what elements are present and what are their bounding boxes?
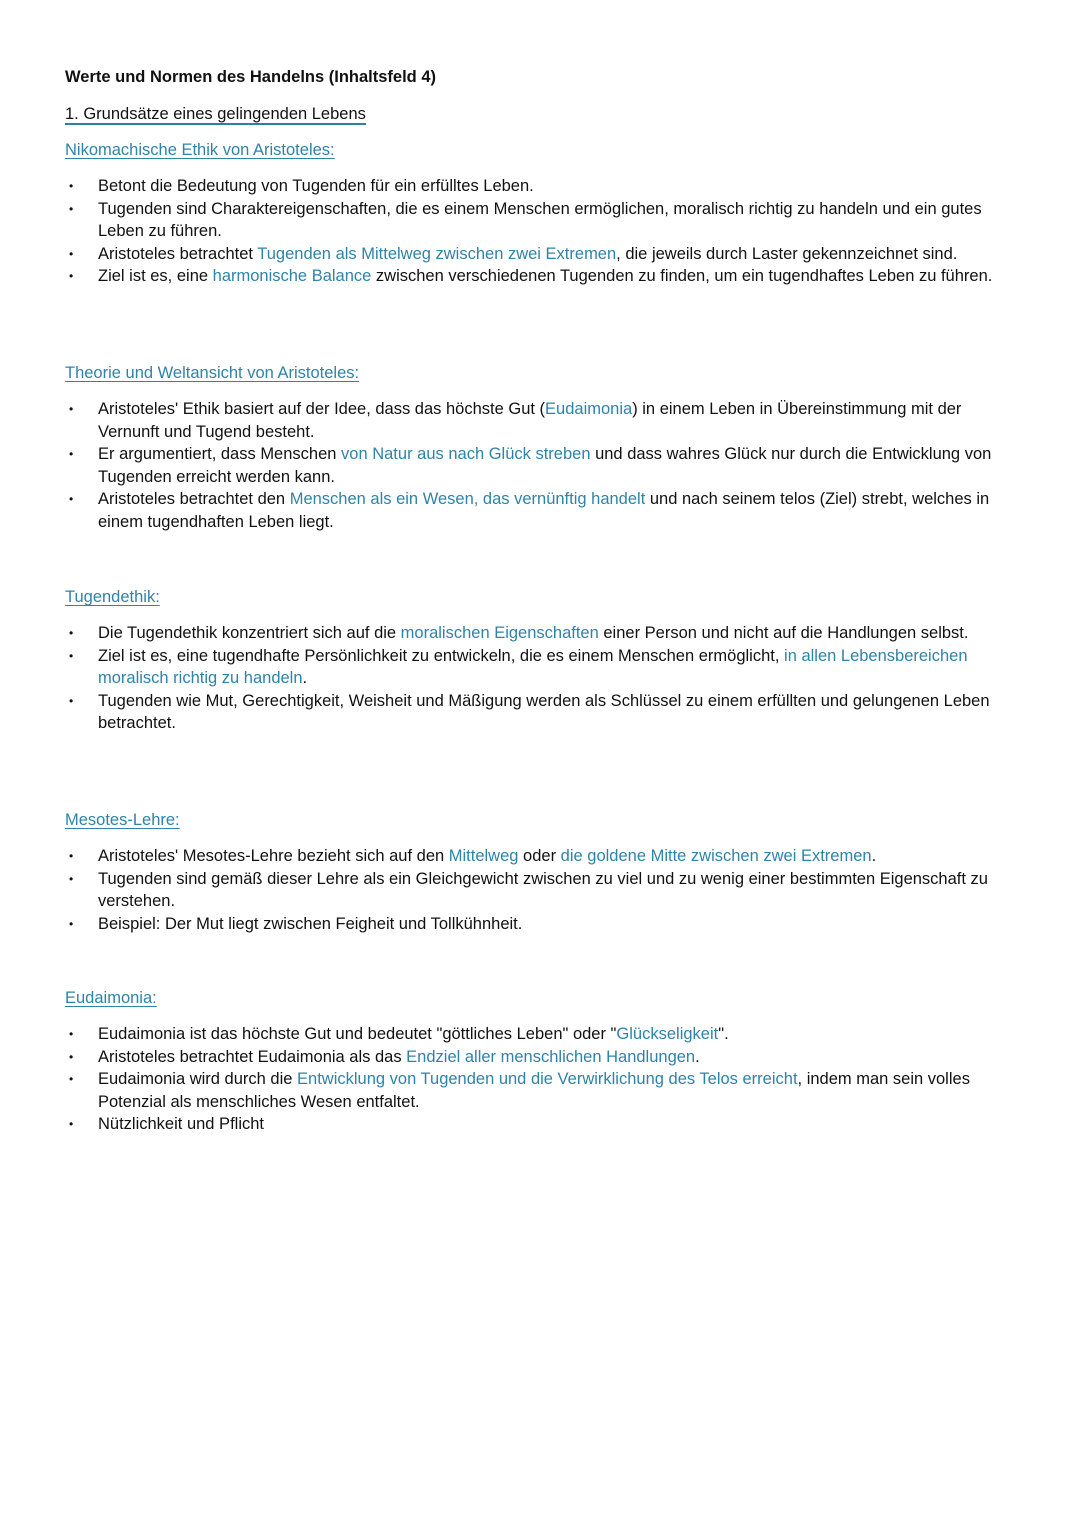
- section-nikomachische-ethik: [65, 139, 1025, 288]
- section-tugendethik: [65, 586, 1025, 735]
- bullet-text: Aristoteles' Mesotes-Lehre bezieht sich auf den: [98, 847, 449, 865]
- bullet-text: ".: [718, 1025, 729, 1043]
- bullet-dot-icon: •: [69, 1027, 74, 1041]
- bullet-dot-icon: •: [69, 447, 74, 462]
- bullet-item: [65, 1068, 1025, 1113]
- bullet-dot-icon: •: [69, 269, 74, 284]
- bullet-dot-icon: •: [69, 402, 74, 416]
- highlighted-text: Endziel aller menschlichen Handlungen: [406, 1047, 696, 1066]
- bullet-dot-icon: •: [69, 201, 74, 216]
- bullet-text: .: [871, 847, 877, 865]
- bullet-item: [65, 645, 1025, 690]
- bullet-dot-icon: •: [69, 246, 74, 261]
- highlighted-text: harmonische Balance: [212, 267, 372, 286]
- bullet-item: [65, 913, 1025, 936]
- highlighted-text: Glückseligkeit: [616, 1025, 719, 1043]
- bullet-item: [65, 868, 1025, 913]
- bullet-text: ) in einem Leben in Übereinstimmung mit der Vernunft und Tugend besteht.: [98, 400, 962, 441]
- bullet-text: Nützlichkeit und Pflicht: [98, 1115, 264, 1134]
- bullet-item: [65, 845, 1025, 868]
- bullet-item: [65, 398, 1025, 443]
- bullet-text: Ziel ist es, eine tugendhafte Persönlichkeit zu entwickeln, die es einem Menschen ermöglicht,: [98, 646, 785, 665]
- bullet-text: Eudaimonia ist das höchste Gut und bedeutet "göttliches Leben" oder ": [98, 1025, 617, 1043]
- bullet-dot-icon: •: [69, 179, 74, 193]
- section-heading: Tugendethik:: [65, 588, 160, 606]
- bullet-list: [65, 1023, 1025, 1136]
- bullet-text: Beispiel: Der Mut liegt zwischen Feigheit und Tollkühnheit.: [98, 914, 523, 933]
- bullet-item: [65, 1023, 1025, 1046]
- bullet-item: [65, 690, 1025, 735]
- bullet-text: Er argumentiert, dass Menschen: [98, 445, 342, 464]
- bullet-text: Die Tugendethik konzentriert sich auf die: [98, 624, 401, 642]
- bullet-text: zwischen verschiedenen Tugenden zu finden, um ein tugendhaftes Leben zu führen.: [371, 267, 993, 286]
- highlighted-text: moralischen Eigenschaften: [400, 624, 599, 642]
- document-title: Werte und Normen des Handelns (Inhaltsfeld 4): [65, 68, 437, 86]
- section-heading: Theorie und Weltansicht von Aristoteles:: [65, 364, 360, 382]
- bullet-item: [65, 1113, 1025, 1136]
- highlighted-text: Tugenden als Mittelweg zwischen zwei Extremen: [257, 244, 617, 263]
- bullet-text: , die jeweils durch Laster gekennzeichnet sind.: [616, 244, 958, 263]
- bullet-text: Betont die Bedeutung von Tugenden für ein erfülltes Leben.: [98, 177, 534, 195]
- bullet-dot-icon: •: [69, 648, 74, 663]
- bullet-item: [65, 265, 1025, 288]
- bullet-text: und dass wahres Glück nur durch die Entwicklung von Tugenden erreicht werden kann.: [98, 445, 992, 486]
- bullet-text: Tugenden sind gemäß dieser Lehre als ein Gleichgewicht zwischen zu viel und zu wenig einer bestimmten Eigenschaft zu verstehen.: [98, 869, 988, 911]
- bullet-text: .: [302, 669, 308, 688]
- bullet-list: [65, 175, 1025, 288]
- bullet-dot-icon: •: [69, 916, 74, 931]
- section-heading: Nikomachische Ethik von Aristoteles:: [65, 141, 335, 159]
- section-theorie-weltansicht: [65, 362, 1025, 534]
- bullet-item: [65, 1046, 1025, 1069]
- bullet-item: [65, 622, 1025, 645]
- bullet-text: Aristoteles betrachtet: [98, 244, 258, 263]
- highlighted-text: Menschen als ein Wesen, das vernünftig handelt: [289, 490, 646, 509]
- section-heading: Eudaimonia:: [65, 989, 157, 1007]
- bullet-text: Eudaimonia wird durch die: [98, 1070, 298, 1089]
- highlighted-text: von Natur aus nach Glück streben: [341, 445, 591, 464]
- bullet-dot-icon: •: [69, 492, 74, 507]
- bullet-dot-icon: •: [69, 1117, 74, 1132]
- bullet-text: , indem man sein volles Potenzial als menschliches Wesen entfaltet.: [98, 1070, 970, 1111]
- section-eudaimonia: [65, 987, 1025, 1136]
- bullet-text: Tugenden sind Charaktereigenschaften, die es einem Menschen ermöglichen, moralisch richtig zu handeln und ein gutes Leben zu führen.: [98, 199, 982, 241]
- bullet-list: [65, 398, 1025, 534]
- bullet-dot-icon: •: [69, 1072, 74, 1087]
- bullet-text: Ziel ist es, eine: [98, 267, 213, 286]
- bullet-dot-icon: •: [69, 1049, 74, 1064]
- main-heading: [65, 103, 366, 125]
- bullet-item: [65, 243, 1025, 266]
- bullet-dot-icon: •: [69, 626, 74, 640]
- main-heading-text: 1. Grundsätze eines gelingenden Lebens: [65, 105, 366, 123]
- bullet-text: und nach seinem telos (Ziel) strebt, welches in einem tugendhaften Leben liegt.: [98, 490, 990, 531]
- bullet-item: [65, 175, 1025, 198]
- bullet-list: [65, 845, 1025, 935]
- highlighted-text: in allen Lebensbereichen moralisch richtig zu handeln: [98, 646, 968, 688]
- highlighted-text: Mittelweg: [448, 847, 519, 865]
- bullet-text: Aristoteles betrachtet den: [98, 490, 290, 509]
- bullet-text: Aristoteles betrachtet Eudaimonia als das: [98, 1047, 407, 1066]
- bullet-text: Tugenden wie Mut, Gerechtigkeit, Weisheit und Mäßigung werden als Schlüssel zu einem erfüllten und gelungenen Leben betrachtet.: [98, 691, 990, 733]
- bullet-text: oder: [518, 847, 561, 865]
- bullet-text: Aristoteles' Ethik basiert auf der Idee, dass das höchste Gut (: [98, 400, 546, 418]
- bullet-dot-icon: •: [69, 693, 74, 708]
- bullet-list: [65, 622, 1025, 735]
- bullet-dot-icon: •: [69, 871, 74, 886]
- bullet-dot-icon: •: [69, 849, 74, 863]
- highlighted-text: Eudaimonia: [545, 400, 633, 418]
- section-heading: Mesotes-Lehre:: [65, 811, 180, 829]
- highlighted-text: die goldene Mitte zwischen zwei Extremen: [560, 847, 872, 865]
- bullet-item: [65, 198, 1025, 243]
- bullet-text: .: [695, 1047, 700, 1066]
- bullet-item: [65, 488, 1025, 533]
- section-mesotes-lehre: [65, 809, 1025, 935]
- highlighted-text: Entwicklung von Tugenden und die Verwirklichung des Telos erreicht: [297, 1070, 798, 1089]
- bullet-item: [65, 443, 1025, 488]
- bullet-text: einer Person und nicht auf die Handlungen selbst.: [598, 624, 969, 642]
